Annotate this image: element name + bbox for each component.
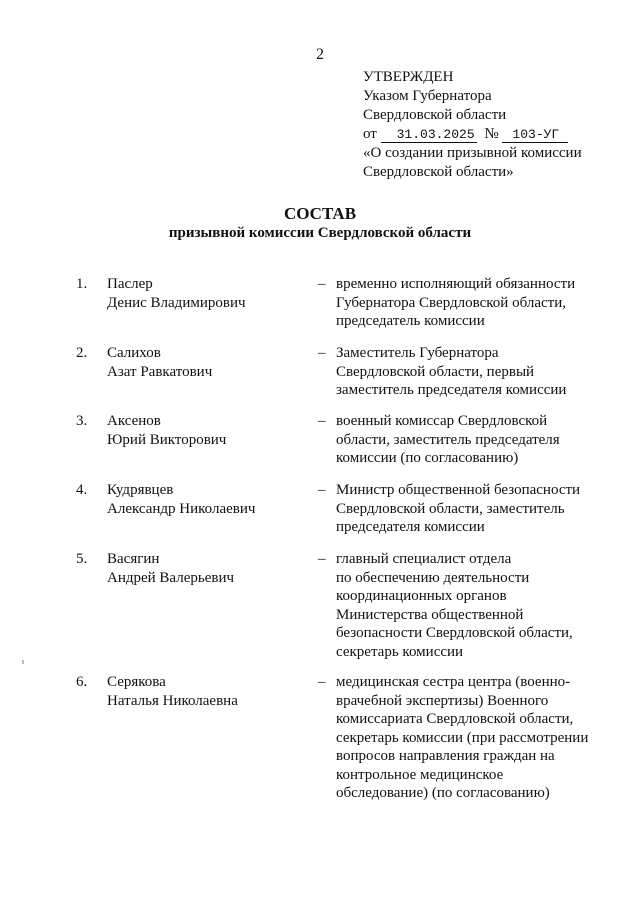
member-role [336, 673, 606, 803]
role-line: Губернатора Свердловской области, [336, 294, 566, 311]
member-role [336, 481, 606, 537]
member-name [107, 412, 307, 449]
role-line: комиссии (по согласованию) [336, 450, 519, 466]
member-number: 1. [76, 276, 88, 292]
separator-dash: – [318, 276, 326, 292]
member-surname: Кудрявцев [107, 482, 174, 498]
member-name [107, 673, 307, 710]
separator-dash: – [318, 413, 326, 429]
decree-subject-line-2: Свердловской области» [363, 164, 514, 180]
member-number: 4. [76, 482, 88, 498]
role-line: Свердловской области, заместитель [336, 500, 565, 517]
role-line: безопасности Свердловской области, [336, 625, 573, 641]
role-line: секретарь комиссии [336, 643, 464, 660]
member-given-names: Александр Николаевич [107, 500, 256, 517]
member-surname: Паслер [107, 276, 153, 292]
page-number: 2 [316, 46, 324, 63]
member-name [107, 481, 307, 518]
date-prefix: от [363, 126, 377, 142]
member-surname: Серякова [107, 674, 166, 690]
role-line: временно исполняющий обязанности [336, 276, 576, 292]
role-line: контрольное медицинское [336, 766, 504, 783]
approved-label: УТВЕРЖДЕН [363, 69, 454, 85]
role-line: председателя комиссии [336, 519, 485, 535]
member-name [107, 550, 307, 587]
role-line: главный специалист отдела [336, 551, 512, 567]
separator-dash: – [318, 482, 326, 498]
member-number: 5. [76, 551, 88, 567]
role-line: комиссариата Свердловской области, [336, 711, 574, 727]
member-given-names: Азат Равкатович [107, 363, 213, 380]
scan-margin-mark [22, 660, 24, 664]
decree-subject-line-1: «О создании призывной комиссии [363, 145, 582, 161]
role-line: военный комиссар Свердловской [336, 413, 548, 429]
member-surname: Салихов [107, 345, 161, 361]
role-line: Заместитель Губернатора [336, 345, 499, 361]
member-role [336, 344, 606, 400]
separator-dash: – [318, 551, 326, 567]
separator-dash: – [318, 674, 326, 690]
member-number: 3. [76, 413, 88, 429]
member-given-names: Юрий Викторович [107, 431, 227, 448]
title-main: СОСТАВ [283, 204, 357, 223]
decree-date: 31.03.2025 [381, 128, 477, 143]
member-role [336, 550, 606, 661]
role-line: секретарь комиссии (при рассмотрении [336, 729, 589, 746]
member-surname: Аксенов [107, 413, 161, 429]
member-name [107, 275, 307, 312]
role-line: Свердловской области, первый [336, 363, 535, 380]
role-line: врачебной экспертизы) Военного [336, 692, 549, 709]
approval-block [363, 68, 582, 182]
role-line: Министр общественной безопасности [336, 482, 581, 498]
role-line: Министерства общественной [336, 606, 524, 623]
approved-by-line-2: Свердловской области [363, 107, 507, 123]
role-line: медицинская сестра центра (военно- [336, 674, 571, 690]
member-number: 2. [76, 345, 88, 361]
number-prefix: № [484, 126, 499, 142]
member-surname: Васягин [107, 551, 160, 567]
member-given-names: Денис Владимирович [107, 294, 246, 311]
member-name [107, 344, 307, 381]
role-line: обследование) (по согласованию) [336, 785, 550, 801]
role-line: области, заместитель председателя [336, 431, 560, 448]
decree-number: 103-УГ [502, 128, 568, 143]
member-given-names: Наталья Николаевна [107, 692, 238, 709]
role-line: председатель комиссии [336, 313, 485, 329]
separator-dash: – [318, 345, 326, 361]
member-role [336, 275, 606, 331]
role-line: вопросов направления граждан на [336, 748, 555, 764]
decree-date-number-line [363, 125, 582, 144]
title-sub: призывной комиссии Свердловской области [168, 225, 472, 241]
member-role [336, 412, 606, 468]
role-line: по обеспечению деятельности [336, 569, 530, 586]
role-line: заместитель председателя комиссии [336, 382, 567, 398]
approved-by-line-1: Указом Губернатора [363, 88, 492, 104]
member-number: 6. [76, 674, 88, 690]
role-line: координационных органов [336, 588, 507, 604]
document-title [0, 204, 640, 243]
member-given-names: Андрей Валерьевич [107, 569, 235, 586]
